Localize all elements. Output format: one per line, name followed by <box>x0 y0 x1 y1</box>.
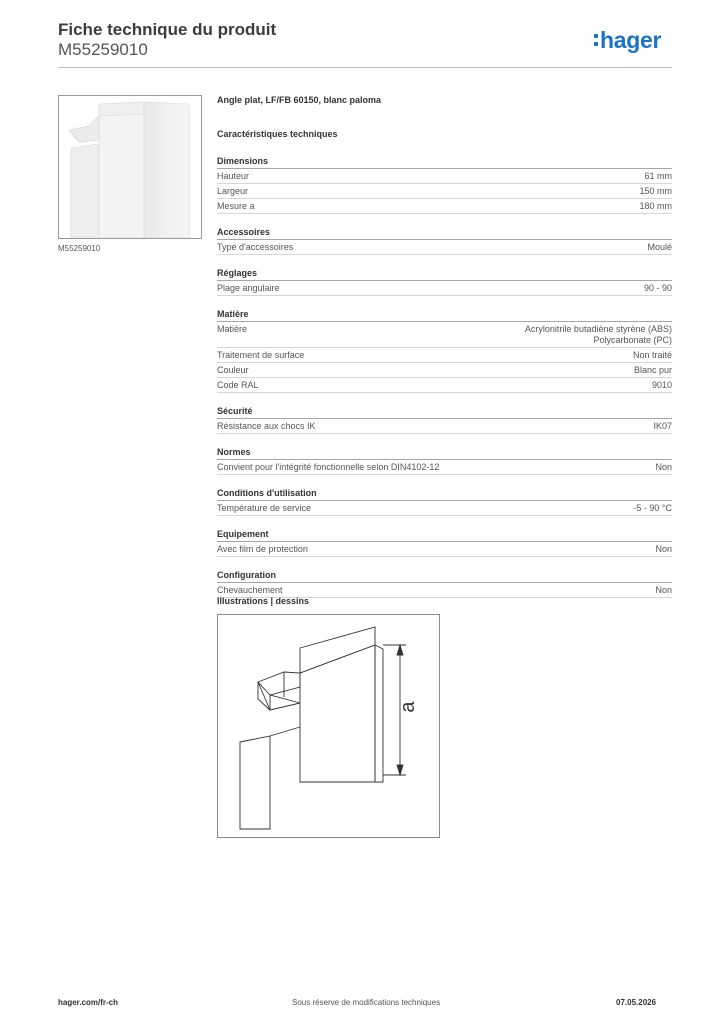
spec-row <box>217 501 672 516</box>
spec-value: 61 mm <box>644 171 672 181</box>
spec-label: Couleur <box>217 365 249 375</box>
spec-label: Résistance aux chocs IK <box>217 421 316 431</box>
spec-value: Non <box>655 544 672 554</box>
spec-label: Température de service <box>217 503 312 513</box>
spec-value: IK07 <box>653 421 672 431</box>
section-heading: Accessoires <box>217 226 672 240</box>
section-heading: Sécurité <box>217 405 672 419</box>
header-divider <box>58 67 672 68</box>
spec-label: Avec film de protection <box>217 544 308 554</box>
spec-row <box>217 169 672 184</box>
spec-section <box>217 308 672 393</box>
spec-label: Code RAL <box>217 380 259 390</box>
product-name: Angle plat, LF/FB 60150, blanc paloma <box>217 95 382 105</box>
illustrations-heading: Illustrations | dessins <box>217 596 310 606</box>
spec-label: Mesure a <box>217 201 255 211</box>
spec-row <box>217 322 672 348</box>
spec-row <box>217 281 672 296</box>
spec-sections <box>217 155 672 598</box>
logo-text: hager <box>600 27 662 53</box>
spec-row <box>217 363 672 378</box>
spec-row <box>217 542 672 557</box>
spec-section <box>217 569 672 598</box>
spec-section <box>217 405 672 434</box>
section-heading: Matière <box>217 308 672 322</box>
spec-row <box>217 199 672 214</box>
page-title: Fiche technique du produit <box>58 20 277 39</box>
spec-value: Non traité <box>632 350 672 360</box>
section-heading: Réglages <box>217 267 672 281</box>
spec-value: 180 mm <box>639 201 672 211</box>
spec-section <box>217 487 672 516</box>
spec-row <box>217 419 672 434</box>
spec-section <box>217 226 672 255</box>
spec-value: Blanc pur <box>633 365 672 375</box>
section-heading: Normes <box>217 446 672 460</box>
spec-section <box>217 267 672 296</box>
spec-section <box>217 528 672 557</box>
spec-label: Plage angulaire <box>217 283 280 293</box>
spec-value: Acrylonitrile butadiène styrène (ABS) Polycarbonate (PC) <box>524 324 672 345</box>
spec-value: 90 - 90 <box>643 283 672 293</box>
logo-dots-icon <box>594 34 598 49</box>
spec-value: Non <box>655 585 672 595</box>
spec-section <box>217 446 672 475</box>
section-heading: Dimensions <box>217 155 672 169</box>
spec-row <box>217 378 672 393</box>
spec-label: Matière <box>217 324 248 334</box>
spec-value: Moulé <box>647 242 672 252</box>
spec-label: Type d'accessoires <box>217 242 294 252</box>
spec-row <box>217 184 672 199</box>
section-heading: Configuration <box>217 569 672 583</box>
spec-value: Non <box>655 462 672 472</box>
spec-row <box>217 348 672 363</box>
spec-label: Traitement de surface <box>217 350 305 360</box>
spec-row <box>217 240 672 255</box>
spec-value: 9010 <box>651 380 672 390</box>
spec-row <box>217 460 672 475</box>
product-reference: M55259010 <box>58 40 148 59</box>
technical-drawing <box>217 614 440 838</box>
specs-heading: Caractéristiques techniques <box>217 129 338 139</box>
product-image <box>58 95 202 239</box>
spec-label: Convient pour l'intégrité fonctionnelle selon DIN4102-12 <box>217 462 440 472</box>
product-photo-icon <box>59 96 201 238</box>
angle-drawing-icon <box>218 615 439 837</box>
footer-notice: Sous réserve de modifications techniques <box>292 998 441 1007</box>
section-heading: Conditions d'utilisation <box>217 487 672 501</box>
spec-value: 150 mm <box>639 186 672 196</box>
spec-label: Largeur <box>217 186 249 196</box>
spec-content <box>217 95 672 598</box>
spec-section <box>217 155 672 214</box>
spec-label: Chevauchement <box>217 585 283 595</box>
section-heading: Equipement <box>217 528 672 542</box>
footer-website-link[interactable]: hager.com/fr-ch <box>58 998 119 1007</box>
product-image-caption: M55259010 <box>58 244 101 253</box>
dimension-label: a <box>397 701 419 713</box>
spec-value: -5 - 90 °C <box>633 503 672 513</box>
footer-date: 07.05.2026 <box>616 998 657 1007</box>
spec-label: Hauteur <box>217 171 250 181</box>
